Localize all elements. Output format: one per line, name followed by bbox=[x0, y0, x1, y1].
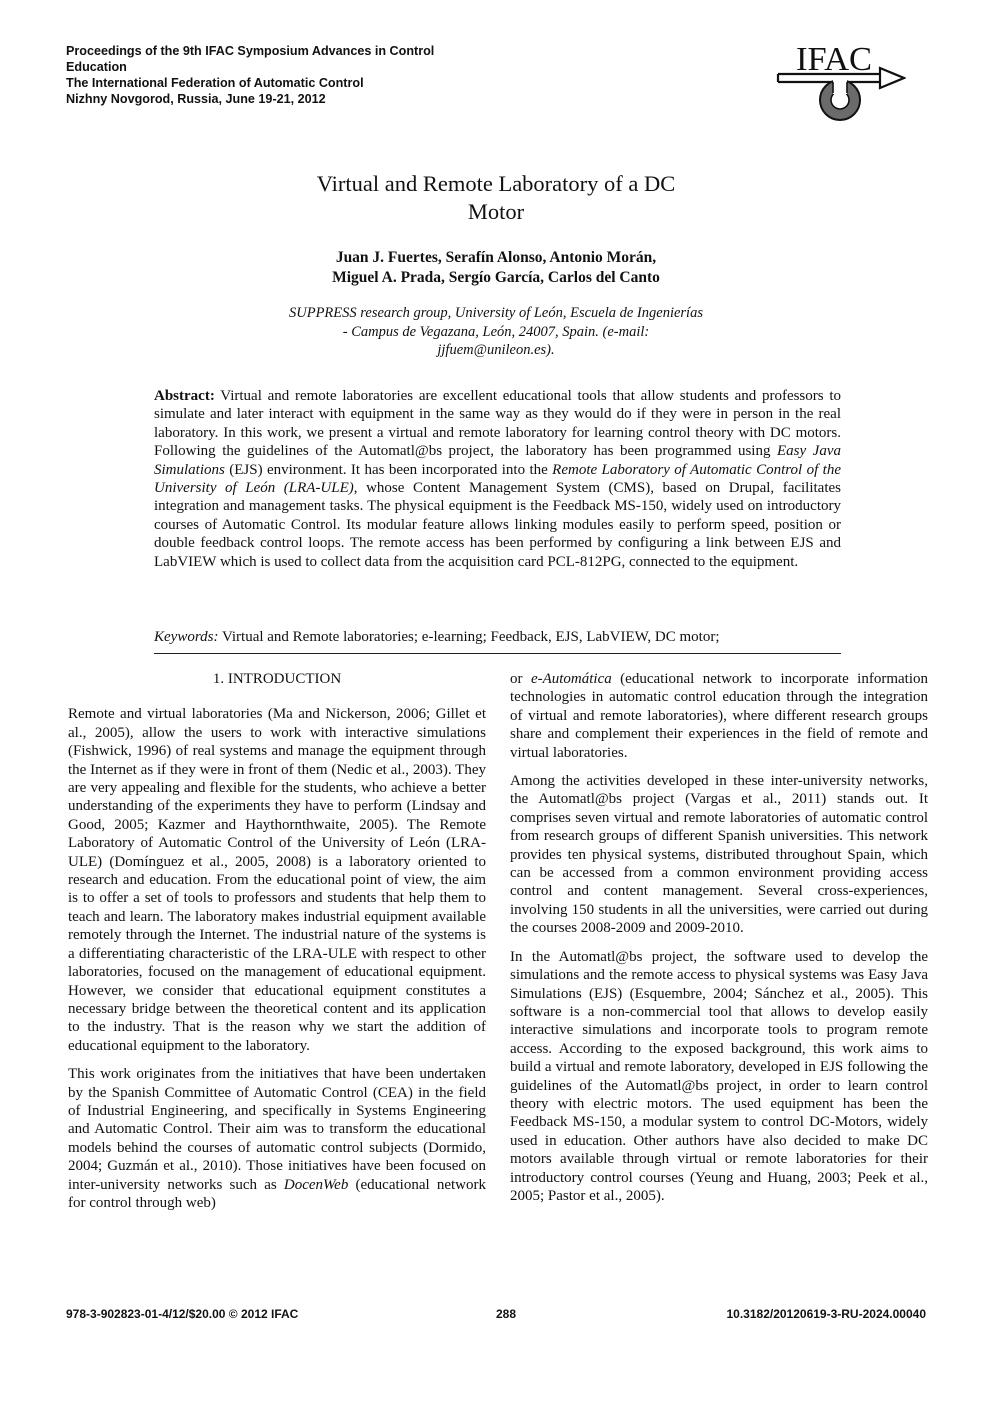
keywords-text: Virtual and Remote laboratories; e-learning; Feedback, EJS, LabVIEW, DC motor; bbox=[221, 629, 720, 645]
ifac-logo-icon bbox=[776, 36, 906, 132]
header-line: Nizhny Novgorod, Russia, June 19-21, 2012 bbox=[66, 92, 326, 106]
title-line: Motor bbox=[467, 199, 525, 224]
affiliation bbox=[220, 304, 772, 360]
abstract-divider bbox=[154, 653, 841, 654]
paragraph: Among the activities developed in these inter-university networks, the Automatl@bs project (Vargas et al., 2011) stands out. It comprises seven virtual and remote laboratories of automatic control from research groups of different Spanish universities. This network provides ten physical systems, distributed throughout Spain, which can be accessed from a common environment providing access control and content management. Several cross-experiences, involving 150 students in all the universities, were carried out during the courses 2008-2009 and 2009-2010. bbox=[510, 773, 928, 937]
abstract-lab-name: Remote Laboratory of Automatic Control of the University of León (LRA-ULE) bbox=[154, 461, 841, 497]
paper-title bbox=[200, 170, 792, 226]
paragraph-text: (educational network for control through web) bbox=[68, 1176, 486, 1211]
header-line: Proceedings of the 9th IFAC Symposium Advances in Control bbox=[66, 44, 435, 58]
affiliation-line: SUPPRESS research group, University of León, Escuela de Ingenierías bbox=[289, 305, 703, 321]
author-line: Juan J. Fuertes, Serafín Alonso, Antonio Morán, bbox=[335, 249, 657, 266]
abstract-text: , whose Content Management System (CMS), based on Drupal, facilitates integration and management tasks. The physical equipment is the Feedback MS-150, widely used on introductory courses of Automatic Control. Its modular feature allows linking modules easily to perform speed, position or double feedback control loops. The remote access has been performed by configuring a link between EJS and LabVIEW which is used to collect data from the acquisition card PCL-812PG, connected to the equipment. bbox=[154, 480, 841, 570]
paragraph-text: (educational network to incorporate information technologies in automatic control education through the integration of virtual and remote laboratories), where different research groups share and complement their experiences in the field of remote and virtual laboratories. bbox=[510, 671, 928, 761]
affiliation-line: jjfuem@unileon.es). bbox=[437, 342, 555, 358]
ifac-logo-graphic bbox=[776, 36, 906, 132]
abstract-ejs-name: Easy Java Simulations bbox=[154, 443, 841, 478]
abstract-label: Abstract: bbox=[154, 388, 215, 404]
paragraph-text: or bbox=[510, 671, 531, 687]
paragraph: In the Automatl@bs project, the software used to develop the simulations and the remote access to physical systems was Easy Java Simulations (EJS) (Esquembre, 2004; Sánchez et al., 2005). This software is a non-commercial tool that allows to develop easily interactive simulations and incorporate tools to program remote access. According to the exposed background, this work aims to build a virtual and remote laboratory, developed in EJS following the guidelines of the Automatl@bs project, in order to learn control theory with electric motors. The used equipment has been the Feedback MS-150, a modular system to control DC-Motors, widely used in education. Other authors have also decided to make DC motors available through virtual or remote laboratories for their introductory control courses (Yeung and Huang, 2003; Peek et al., 2005; Pastor et al., 2005). bbox=[510, 948, 928, 1204]
proceedings-header bbox=[66, 43, 486, 107]
docenweb-name: DocenWeb bbox=[283, 1176, 349, 1193]
e-automatica-name: e-Automática bbox=[530, 671, 612, 687]
paragraph: Remote and virtual laboratories (Ma and Nickerson, 2006; Gillet et al., 2005), allow the users to work with interactive simulations (Fishwick, 1996) of real systems and manage the equipment through the Internet as if they were in front of them (Nedic et al., 2003). They are very appealing and flexible for the students, who achieve a better understanding of the experiments they have to perform (Lindsay and Good, 2005; Kazmer and Haythornthwaite, 2005). The Remote Laboratory of Automatic Control of the University of León (LRA-ULE) (Domínguez et al., 2005, 2008) is a laboratory oriented to research and education. From the educational point of view, the aim is to offer a set of tools to professors and students that help them to teach and learn. The laboratory makes industrial equipment available remotely through the Internet. The industrial nature of the systems is a differentiating characteristic of the LRA-ULE with respect to other laboratories, focused on the management of educational equipment. However, we consider that educational equipment constitutes a necessary bridge between the theoretical content and its application to the industry. That is the reason why we start the addition of educational equipment to the laboratory. bbox=[68, 706, 486, 1054]
abstract-text: (EJS) environment. It has been incorporated into the bbox=[224, 461, 553, 478]
right-column bbox=[510, 670, 928, 1215]
header-line: Education bbox=[66, 60, 127, 74]
header-line: The International Federation of Automatic Control bbox=[66, 76, 364, 90]
keywords bbox=[154, 628, 854, 646]
section-heading: 1. INTRODUCTION bbox=[212, 671, 342, 687]
ifac-logo-text: IFAC bbox=[796, 41, 872, 78]
page-footer bbox=[66, 1307, 926, 1323]
page-number: 288 bbox=[496, 1307, 517, 1321]
left-column bbox=[68, 670, 486, 1222]
paragraph-text: This work originates from the initiatives that have been undertaken by the Spanish Committee of Automatic Control (CEA) in the field of Industrial Engineering, and specifically in Systems Engineering and Automatic Control. Their aim was to transform the educational models behind the courses of automatic control subjects (Dormido, 2004; Guzmán et al., 2010). Those initiatives have been focused on inter-university networks such as bbox=[68, 1066, 486, 1193]
author-line: Miguel A. Prada, Sergío García, Carlos del Canto bbox=[332, 269, 660, 286]
paragraph bbox=[68, 1065, 486, 1212]
paragraph bbox=[510, 670, 928, 762]
abstract-text: Virtual and remote laboratories are excellent educational tools that allow students and professors to simulate and later interact with equipment in the same way as they would do if they were in person in the real laboratory. In this work, we present a virtual and remote laboratory for learning control theory with DC motors. Following the guidelines of the Automatl@bs project, the laboratory has been programmed using bbox=[154, 388, 841, 460]
keywords-label: Keywords: bbox=[154, 629, 219, 645]
title-line: Virtual and Remote Laboratory of a DC bbox=[316, 171, 676, 196]
abstract bbox=[154, 387, 841, 571]
affiliation-line: - Campus de Vegazana, León, 24007, Spain. (e-mail: bbox=[342, 323, 650, 340]
footer-doi: 10.3182/20120619-3-RU-2024.00040 bbox=[726, 1307, 926, 1321]
footer-isbn: 978-3-902823-01-4/12/$20.00 © 2012 IFAC bbox=[66, 1307, 299, 1321]
author-list bbox=[200, 248, 792, 288]
